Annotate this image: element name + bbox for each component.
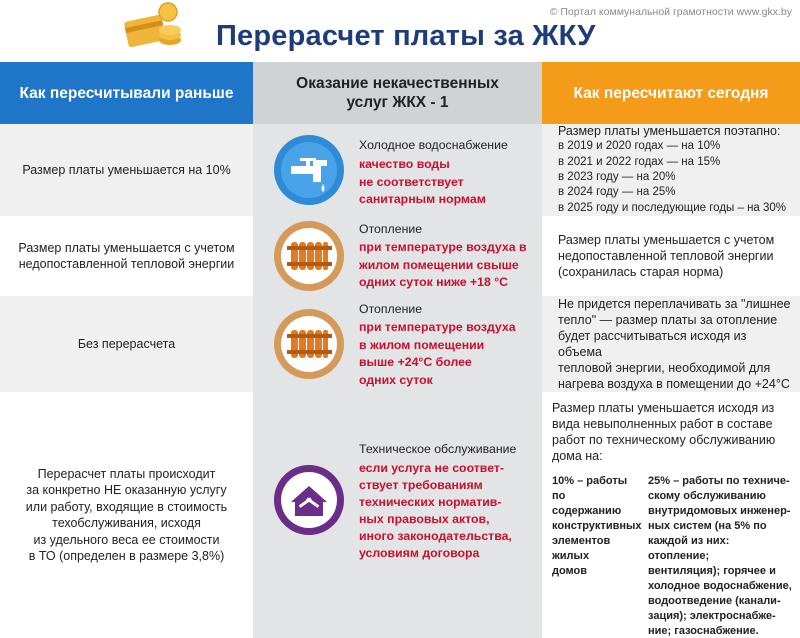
service-cell [253, 392, 542, 638]
service-title: Отопление [359, 222, 423, 236]
source-credit: © Портал коммунальной грамотности www.gkx.by [549, 6, 792, 18]
service-title: Холодное водоснабжение [359, 138, 508, 152]
coins-card-logo-icon [122, 2, 184, 52]
header-today: Как пересчитают сегодня [542, 62, 800, 124]
service-cell [253, 216, 542, 296]
before-cell: Размер платы уменьшается на 10% [0, 124, 253, 216]
header-before: Как пересчитывали раньше [0, 62, 253, 124]
page-title: Перерасчет платы за ЖКУ [216, 20, 596, 52]
today-cell: Размер платы уменьшается с учетом недопоставленной тепловой энергии (сохранилась старая норма) [558, 233, 775, 279]
service-title: Отопление [359, 302, 423, 316]
row-heating-high [0, 296, 800, 392]
before-cell: Без перерасчета [0, 296, 253, 392]
service-desc: качество воды не соответствует санитарным нормам [359, 157, 486, 206]
service-cell [253, 296, 542, 392]
today-cell: Размер платы уменьшается исходя из вида невыполненных работ в составе работ по техническому обслуживанию дома на: 10% – работы по содержанию конструктивных элементов жилых домов 25% – работы по техниче- скому обслуживанию внутридомовых инженер- ных систем (на 5% по каждой из них: отопление; вентиляция); горячее и холодное водоснабжение, водоотведение (канали- зация); электроснабже- ние; газоснабжение. [552, 401, 792, 637]
today-cell: Размер платы уменьшается поэтапно: в 2019 и 2020 годах — на 10% в 2021 и 2022 годах — на 15% в 2023 году — на 20% в 2024 году — на 25% в 2025 году и последующие годы – на 30% [542, 124, 800, 216]
service-title: Техническое обслуживание [359, 442, 517, 456]
service-desc: если услуга не соответ- ствует требованиям технических норматив- ных правовых актов, иного законодательства, условиям договора [359, 461, 512, 560]
radiator-icon [273, 220, 345, 292]
today-cell: Не придется переплачивать за "лишнее тепло" — размер платы за отопление будет рассчитываться исходя из объема тепловой энергии, необходимой для нагрева воздуха в помещении до +24°С [542, 296, 800, 392]
row-heating-low [0, 216, 800, 296]
row-maintenance [0, 392, 800, 638]
before-cell: Перерасчет платы происходит за конкретно НЕ оказанную услугу или работу, входящие в стоимость техобслуживания, исходя из удельного веса ее стоимости в ТО (определен в размере 3,8%) [25, 466, 228, 563]
before-cell: Размер платы уменьшается с учетом недопоставленной тепловой энергии [18, 241, 235, 271]
header-middle: Оказание некачественных услуг ЖКХ - 1 [253, 62, 542, 124]
row-cold-water [0, 124, 800, 216]
service-desc: при температуре воздуха в жилом помещении свыше одних суток ниже +18 °С [359, 240, 527, 289]
house-tools-icon [273, 464, 345, 536]
engineering-systems-note: 25% – работы по техниче- скому обслуживанию внутридомовых инженер- ных систем (на 5% по каждой из них: отопление; вентиляция); горячее и холодное водоснабжение, водоотведение (канали- зация); электроснабже- ние; газоснабжение. [648, 475, 792, 637]
service-desc: при температуре воздуха в жилом помещении выше +24°С более одних суток [359, 320, 516, 387]
water-tap-icon [273, 134, 345, 206]
structural-works-note: 10% – работы по содержанию конструктивных элементов жилых домов [552, 475, 642, 577]
radiator-icon [273, 308, 345, 380]
service-cell [253, 124, 542, 216]
work-split [552, 474, 792, 638]
